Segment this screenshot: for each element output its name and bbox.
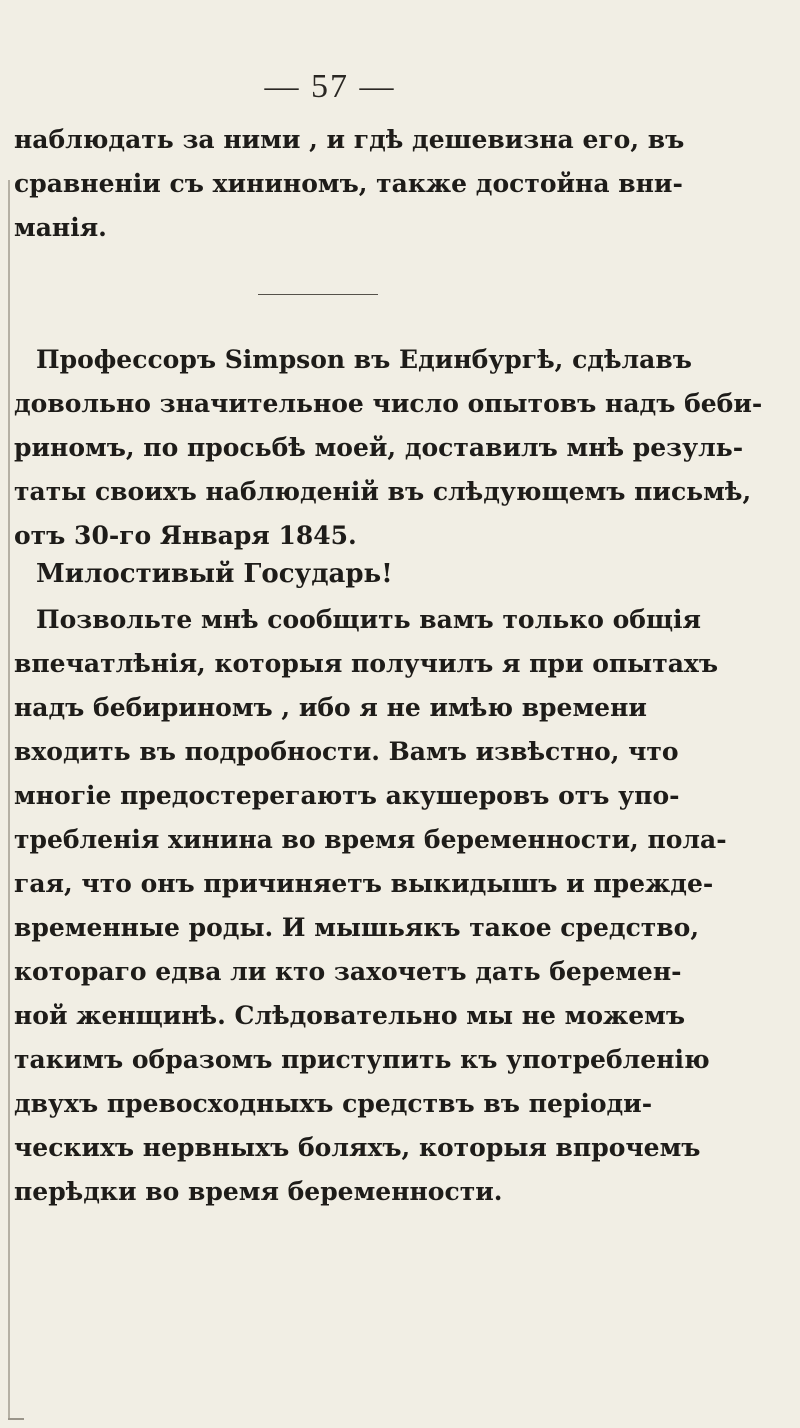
letter-line: входить въ подробности. Вамъ извѣстно, что [14,737,679,766]
paragraph-1-line: наблюдать за ними , и гдѣ дешевизна его, въ [14,125,685,154]
paragraph-2-line: довольно значительное число опытовъ надъ беби- [14,389,763,418]
page-number: — 57 — [264,68,396,105]
letter-line: двухъ превосходныхъ средствъ въ періоди- [14,1089,653,1118]
letter-line: многіе предостерегаютъ акушеровъ отъ упо- [14,781,680,810]
letter-line: такимъ образомъ приступить къ употребленію [14,1045,710,1074]
page-gutter-foot [8,1418,24,1420]
section-separator [258,294,378,295]
paragraph-2-line: риномъ, по просьбѣ моей, доставилъ мнѣ резуль- [14,433,744,462]
letter-line: котораго едва ли кто захочетъ дать беремен- [14,957,682,986]
paragraph-2-line: Профессоръ Simpson въ Единбургѣ, сдѣлавъ [36,345,692,374]
letter-line: надъ бебириномъ , ибо я не имѣю времени [14,693,647,722]
letter-line: перѣдки во время беременности. [14,1177,503,1206]
paragraph-1-line: манія. [14,213,107,242]
letter-line: ческихъ нервныхъ боляхъ, которыя впрочемъ [14,1133,701,1162]
paragraph-2-line: отъ 30-го Января 1845. [14,521,357,550]
page-gutter-line [8,180,10,1420]
paragraph-2-line: таты своихъ наблюденій въ слѣдующемъ письмѣ, [14,477,752,506]
paragraph-1 [14,118,685,250]
paragraph-2 [14,338,763,558]
letter-line: Позвольте мнѣ сообщить вамъ только общія [36,605,702,634]
letter-salutation: Милостивый Государь! [36,559,393,589]
letter-line: гая, что онъ причиняетъ выкидышъ и прежде- [14,869,714,898]
letter-line: впечатлѣнія, которыя получилъ я при опытахъ [14,649,719,678]
paragraph-1-line: сравненіи съ хининомъ, также достойна вни- [14,169,683,198]
letter-line: ной женщинѣ. Слѣдовательно мы не можемъ [14,1001,686,1030]
letter-line: требленія хинина во время беременности, пола- [14,825,727,854]
letter-line: временные роды. И мышьякъ такое средство, [14,913,700,942]
letter-body [14,598,727,1214]
